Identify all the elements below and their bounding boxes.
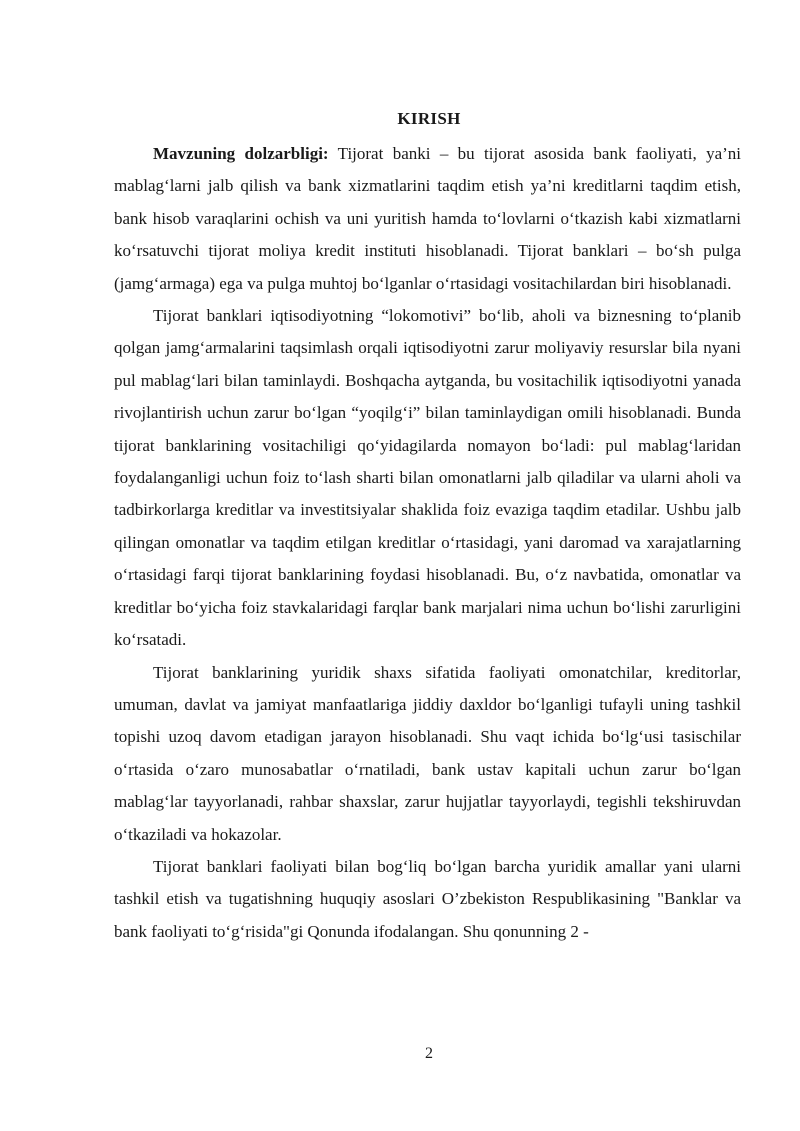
paragraph-3: Tijorat banklarining yuridik shaxs sifatida faoliyati omonatchilar, kreditorlar, umuman, davlat va jamiyat manfaatlariga jiddiy daxldor bo‘lganligi tufayli uning tashkil topishi uzoq davom etadigan jarayon hisoblanadi. Shu vaqt ichida bo‘lg‘usi tasischilar o‘rtasida o‘zaro munosabatlar o‘rnatiladi, bank ustav kapitali uchun zarur bo‘lgan mablag‘lar tayyorlanadi, rahbar shaxslar, zarur hujjatlar tayyorlaydi, tegishli tekshiruvdan o‘tkaziladi va hokazolar. xyxy=(114,662,741,844)
paragraph-2: Tijorat banklari iqtisodiyotning “lokomotivi” bo‘lib, aholi va biznesning to‘planib qolgan jamg‘armalarini taqsimlash orqali iqtisodiyotni zarur moliyaviy resurslar bila nyani pul mablag‘lari bilan taminlaydi. Boshqacha aytganda, bu vositachilik iqtisodiyotni yanada rivojlantirish uchun zarur bo‘lgan “yoqilg‘i” bilan taminlaydigan omili hisoblanadi. Bunda tijorat banklarining vositachiligi qo‘yidagilarda nomayon bo‘ladi: pul mablag‘laridan foydalanganligi uchun foiz to‘lash sharti bilan omonatlarni jalb qiladilar va ularni aholi va tadbirkorlarga kreditlar va investitsiyalar shaklida foiz evaziga taqdim etadilar. Ushbu jalb qilingan omonatlar va taqdim etilgan kreditlar o‘rtasidagi, yani daromad va xarajatlarning o‘rtasidagi farqi tijorat banklarining foydasi hisoblanadi. Bu, o‘z navbatida, omonatlar va kreditlar bo‘yicha foiz stavkalaridagi farqlar bank marjalari nima uchun bo‘lishi zarurligini ko‘rsatadi. xyxy=(114,306,741,650)
paragraph-text: Tijorat banki – bu tijorat asosida bank faoliyati, ya’ni mablag‘larni jalb qilish va bank xizmatlarini taqdim etish ya’ni kreditlarni taqdim etish, bank hisob varaqlarini ochish va uni yuritish hamda to‘lovlarni o‘tkazish kabi xizmatlarni ko‘rsatuvchi tijorat moliya kredit instituti hisoblanadi. Tijorat banklari – bo‘sh pulga (jamg‘armaga) ega va pulga muhtoj bo‘lganlar o‘rtasidagi vositachilardan biri hisoblanadi. xyxy=(114,144,742,293)
page-title: KIRISH xyxy=(397,109,461,128)
body-text xyxy=(114,138,741,948)
paragraph-1 xyxy=(114,138,741,300)
paragraph-lead: Mavzuning dolzarbligi: xyxy=(153,144,329,163)
paragraph-4: Tijorat banklari faoliyati bilan bog‘liq bo‘lgan barcha yuridik amallar yani ularni tashkil etish va tugatishning huquqiy asoslari O’zbekiston Respublikasining "Banklar va bank faoliyati to‘g‘risida"gi Qonunda ifodalangan. Shu qonunning 2 - xyxy=(114,856,741,941)
page-number: 2 xyxy=(425,1045,433,1062)
